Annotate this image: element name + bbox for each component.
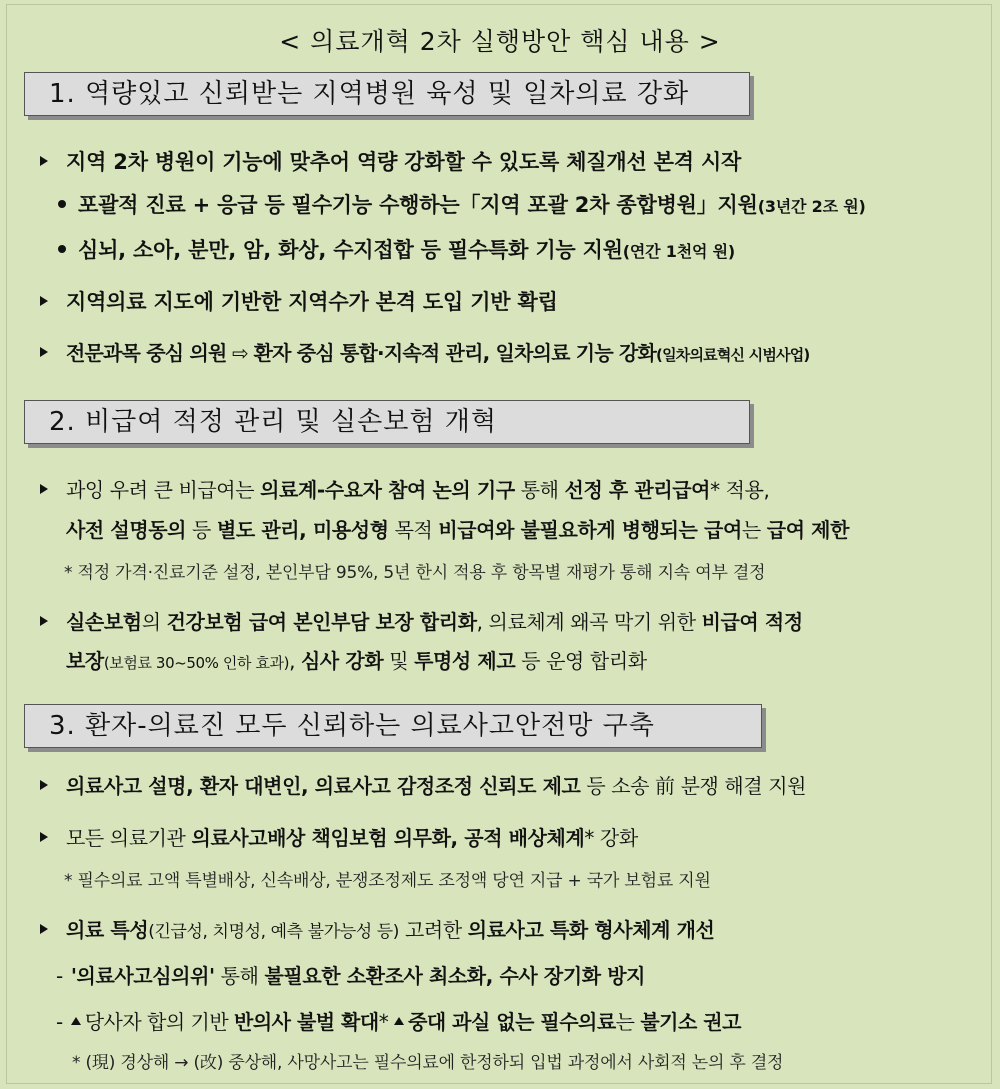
small-triangle-icon [71, 1017, 81, 1025]
s1-bullet-3: 전문과목 중심 의원 ⇨ 환자 중심 통합·지속적 관리, 일차의료 기능 강화(일차의료혁신 시범사업) [40, 337, 809, 366]
s3-dash-2: - 당사자 합의 기반 반의사 불벌 확대* 중대 과실 없는 필수의료는 불기소 권고 [56, 1010, 741, 1034]
s1-sub-bullet-2: 심뇌, 소아, 분만, 암, 화상, 수지접합 등 필수특화 기능 지원(연간 1천억 원) [58, 234, 735, 264]
triangle-bullet-icon [40, 780, 48, 790]
dot-bullet-icon [58, 200, 66, 208]
s2-footnote-1: * 적정 가격·진료기준 설정, 본인부담 95%, 5년 한시 적용 후 항목별 재평가 통해 지속 여부 결정 [64, 563, 766, 583]
s2-bullet-1-line-2: 사전 설명동의 등 별도 관리, 미용성형 목적 비급여와 불필요하게 병행되는 급여는 급여 제한 [66, 518, 850, 542]
s3-bullet-3: 의료 특성(긴급성, 치명성, 예측 불가능성 등) 고려한 의료사고 특화 형사체계 개선 [40, 914, 714, 943]
s1-bullet-1: 지역 2차 병원이 기능에 맞추어 역량 강화할 수 있도록 체질개선 본격 시작 [40, 146, 741, 176]
section-3-header: 3. 환자-의료진 모두 신뢰하는 의료사고안전망 구축 [24, 704, 762, 748]
s1-bullet-2: 지역의료 지도에 기반한 지역수가 본격 도입 기반 확립 [40, 286, 558, 316]
triangle-bullet-icon [40, 347, 48, 357]
triangle-bullet-icon [40, 924, 48, 934]
document-title: < 의료개혁 2차 실행방안 핵심 내용 > [279, 27, 721, 56]
s3-footnote-1: * 필수의료 고액 특별배상, 신속배상, 분쟁조정제도 조정액 당연 지급 + 국가 보험료 지원 [64, 871, 711, 891]
s2-bullet-2: 실손보험의 건강보험 급여 본인부담 보장 합리화, 의료체계 왜곡 막기 위한 비급여 적정 [40, 606, 803, 635]
triangle-bullet-icon [40, 484, 48, 494]
s3-dash-1: - '의료사고심의위' 통해 불필요한 소환조사 최소화, 수사 장기화 방지 [56, 964, 646, 988]
small-triangle-icon [394, 1017, 404, 1025]
triangle-bullet-icon [40, 156, 48, 166]
hollow-arrow-icon: ⇨ [232, 341, 249, 365]
s2-bullet-2-line-2: 보장(보험료 30~50% 인하 효과), 심사 강화 및 투명성 제고 등 운영 합리화 [66, 649, 647, 673]
s3-footnote-2: * (現) 경상해 → (改) 중상해, 사망사고는 필수의료에 한정하되 입법 과정에서 사회적 논의 후 결정 [72, 1053, 784, 1073]
dot-bullet-icon [58, 245, 66, 253]
s2-bullet-1: 과잉 우려 큰 비급여는 의료계-수요자 참여 논의 기구 통해 선정 후 관리급여* 적용, [40, 474, 769, 503]
triangle-bullet-icon [40, 296, 48, 306]
triangle-bullet-icon [40, 616, 48, 626]
s1-sub-bullet-1: 포괄적 진료 + 응급 등 필수기능 수행하는「지역 포괄 2차 종합병원」지원(3년간 2조 원) [58, 189, 866, 219]
section-1-header: 1. 역량있고 신뢰받는 지역병원 육성 및 일차의료 강화 [24, 72, 750, 116]
s3-bullet-1: 의료사고 설명, 환자 대변인, 의료사고 감정조정 신뢰도 제고 등 소송 前 분쟁 해결 지원 [40, 770, 806, 799]
section-2-header: 2. 비급여 적정 관리 및 실손보험 개혁 [24, 400, 750, 444]
s3-bullet-2: 모든 의료기관 의료사고배상 책임보험 의무화, 공적 배상체계* 강화 [40, 822, 638, 851]
triangle-bullet-icon [40, 832, 48, 842]
